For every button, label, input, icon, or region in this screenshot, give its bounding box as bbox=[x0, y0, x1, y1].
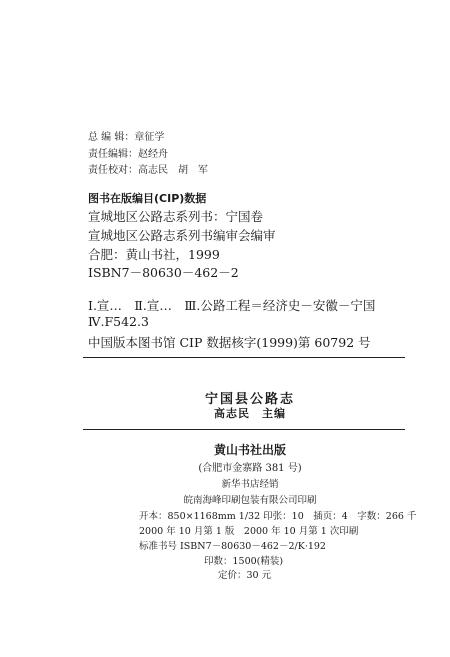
cip-isbn-line: ISBN7－80630－462－2 bbox=[88, 265, 239, 280]
book-editor: 高志民 主编 bbox=[214, 407, 286, 420]
chief-editor-credit: 总 编 辑：章征学 bbox=[88, 132, 165, 143]
publisher-name: 黄山书社出版 bbox=[213, 443, 286, 457]
responsible-editor-credit: 责任编辑：赵经舟 bbox=[88, 149, 168, 160]
print-run: 印数：1500(精装) bbox=[204, 556, 284, 567]
standard-book-number: 标准书号 ISBN7－80630－462－2/K·192 bbox=[139, 541, 326, 552]
cip-class-number: Ⅳ.F542.3 bbox=[88, 314, 149, 329]
cip-classification: Ⅰ.宣… Ⅱ.宣… Ⅲ.公路工程＝经济史－安徽－宁国 bbox=[88, 298, 376, 313]
cip-verification-number: 中国版本图书馆 CIP 数据核字(1999)第 60792 号 bbox=[88, 335, 371, 350]
edition-info: 2000 年 10 月第 1 版 2000 年 10 月第 1 次印刷 bbox=[139, 526, 359, 537]
proofreader-credit: 责任校对：高志民 胡 军 bbox=[88, 165, 208, 176]
format-spec: 开本：850×1168mm 1/32 印张：10 插页：4 字数：266 千 bbox=[139, 511, 417, 522]
top-divider bbox=[83, 357, 405, 358]
cip-compiler-line: 宣城地区公路志系列书编审会编审 bbox=[88, 228, 276, 243]
distributor: 新华书店经销 bbox=[221, 479, 279, 490]
bottom-divider bbox=[83, 429, 405, 430]
book-title: 宁国县公路志 bbox=[204, 392, 295, 407]
price: 定价：30 元 bbox=[218, 570, 272, 581]
cip-publisher-line: 合肥：黄山书社，1999 bbox=[88, 247, 220, 262]
cip-heading: 图书在版编目(CIP)数据 bbox=[88, 192, 207, 205]
cip-series-line: 宣城地区公路志系列书：宁国卷 bbox=[88, 209, 264, 224]
publisher-address: (合肥市金寨路 381 号) bbox=[198, 463, 302, 474]
printer: 皖南海峰印刷包装有限公司印刷 bbox=[183, 495, 317, 506]
